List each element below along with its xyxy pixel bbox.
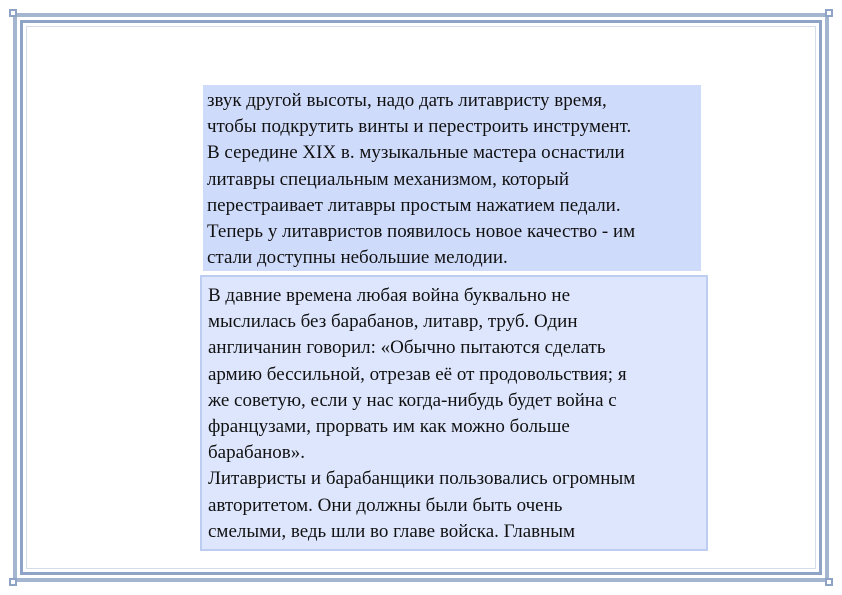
frame-corner-bottom-right [825, 578, 833, 586]
frame-corner-top-right [825, 9, 833, 17]
text-block-war-drums: В давние времена любая война буквально не мыслилась без барабанов, литавр, труб. Один англичанин говорил: «Обычно пытаются сделать армию бессильной, отрезав её от продовольствия; я же советую, если у нас когда-нибудь будет война с французами, прорвать им как можно больше барабанов». Литавристы и барабанщики пользовались огромным авторитетом. Они должны были быть очень смелыми, ведь шли во главе войска. Главным [200, 275, 708, 551]
frame-corner-bottom-left [9, 578, 17, 586]
frame-corner-top-left [9, 9, 17, 17]
text-block-timpani-pedals: звук другой высоты, надо дать литавристу время, чтобы подкрутить винты и перестроить инструмент. В середине XIX в. музыкальные мастера оснастили литавры специальным механизмом, который перестраивает литавры простым нажатием педали. Теперь у литавристов появилось новое качество - им стали доступны небольшие мелодии. [203, 85, 701, 271]
